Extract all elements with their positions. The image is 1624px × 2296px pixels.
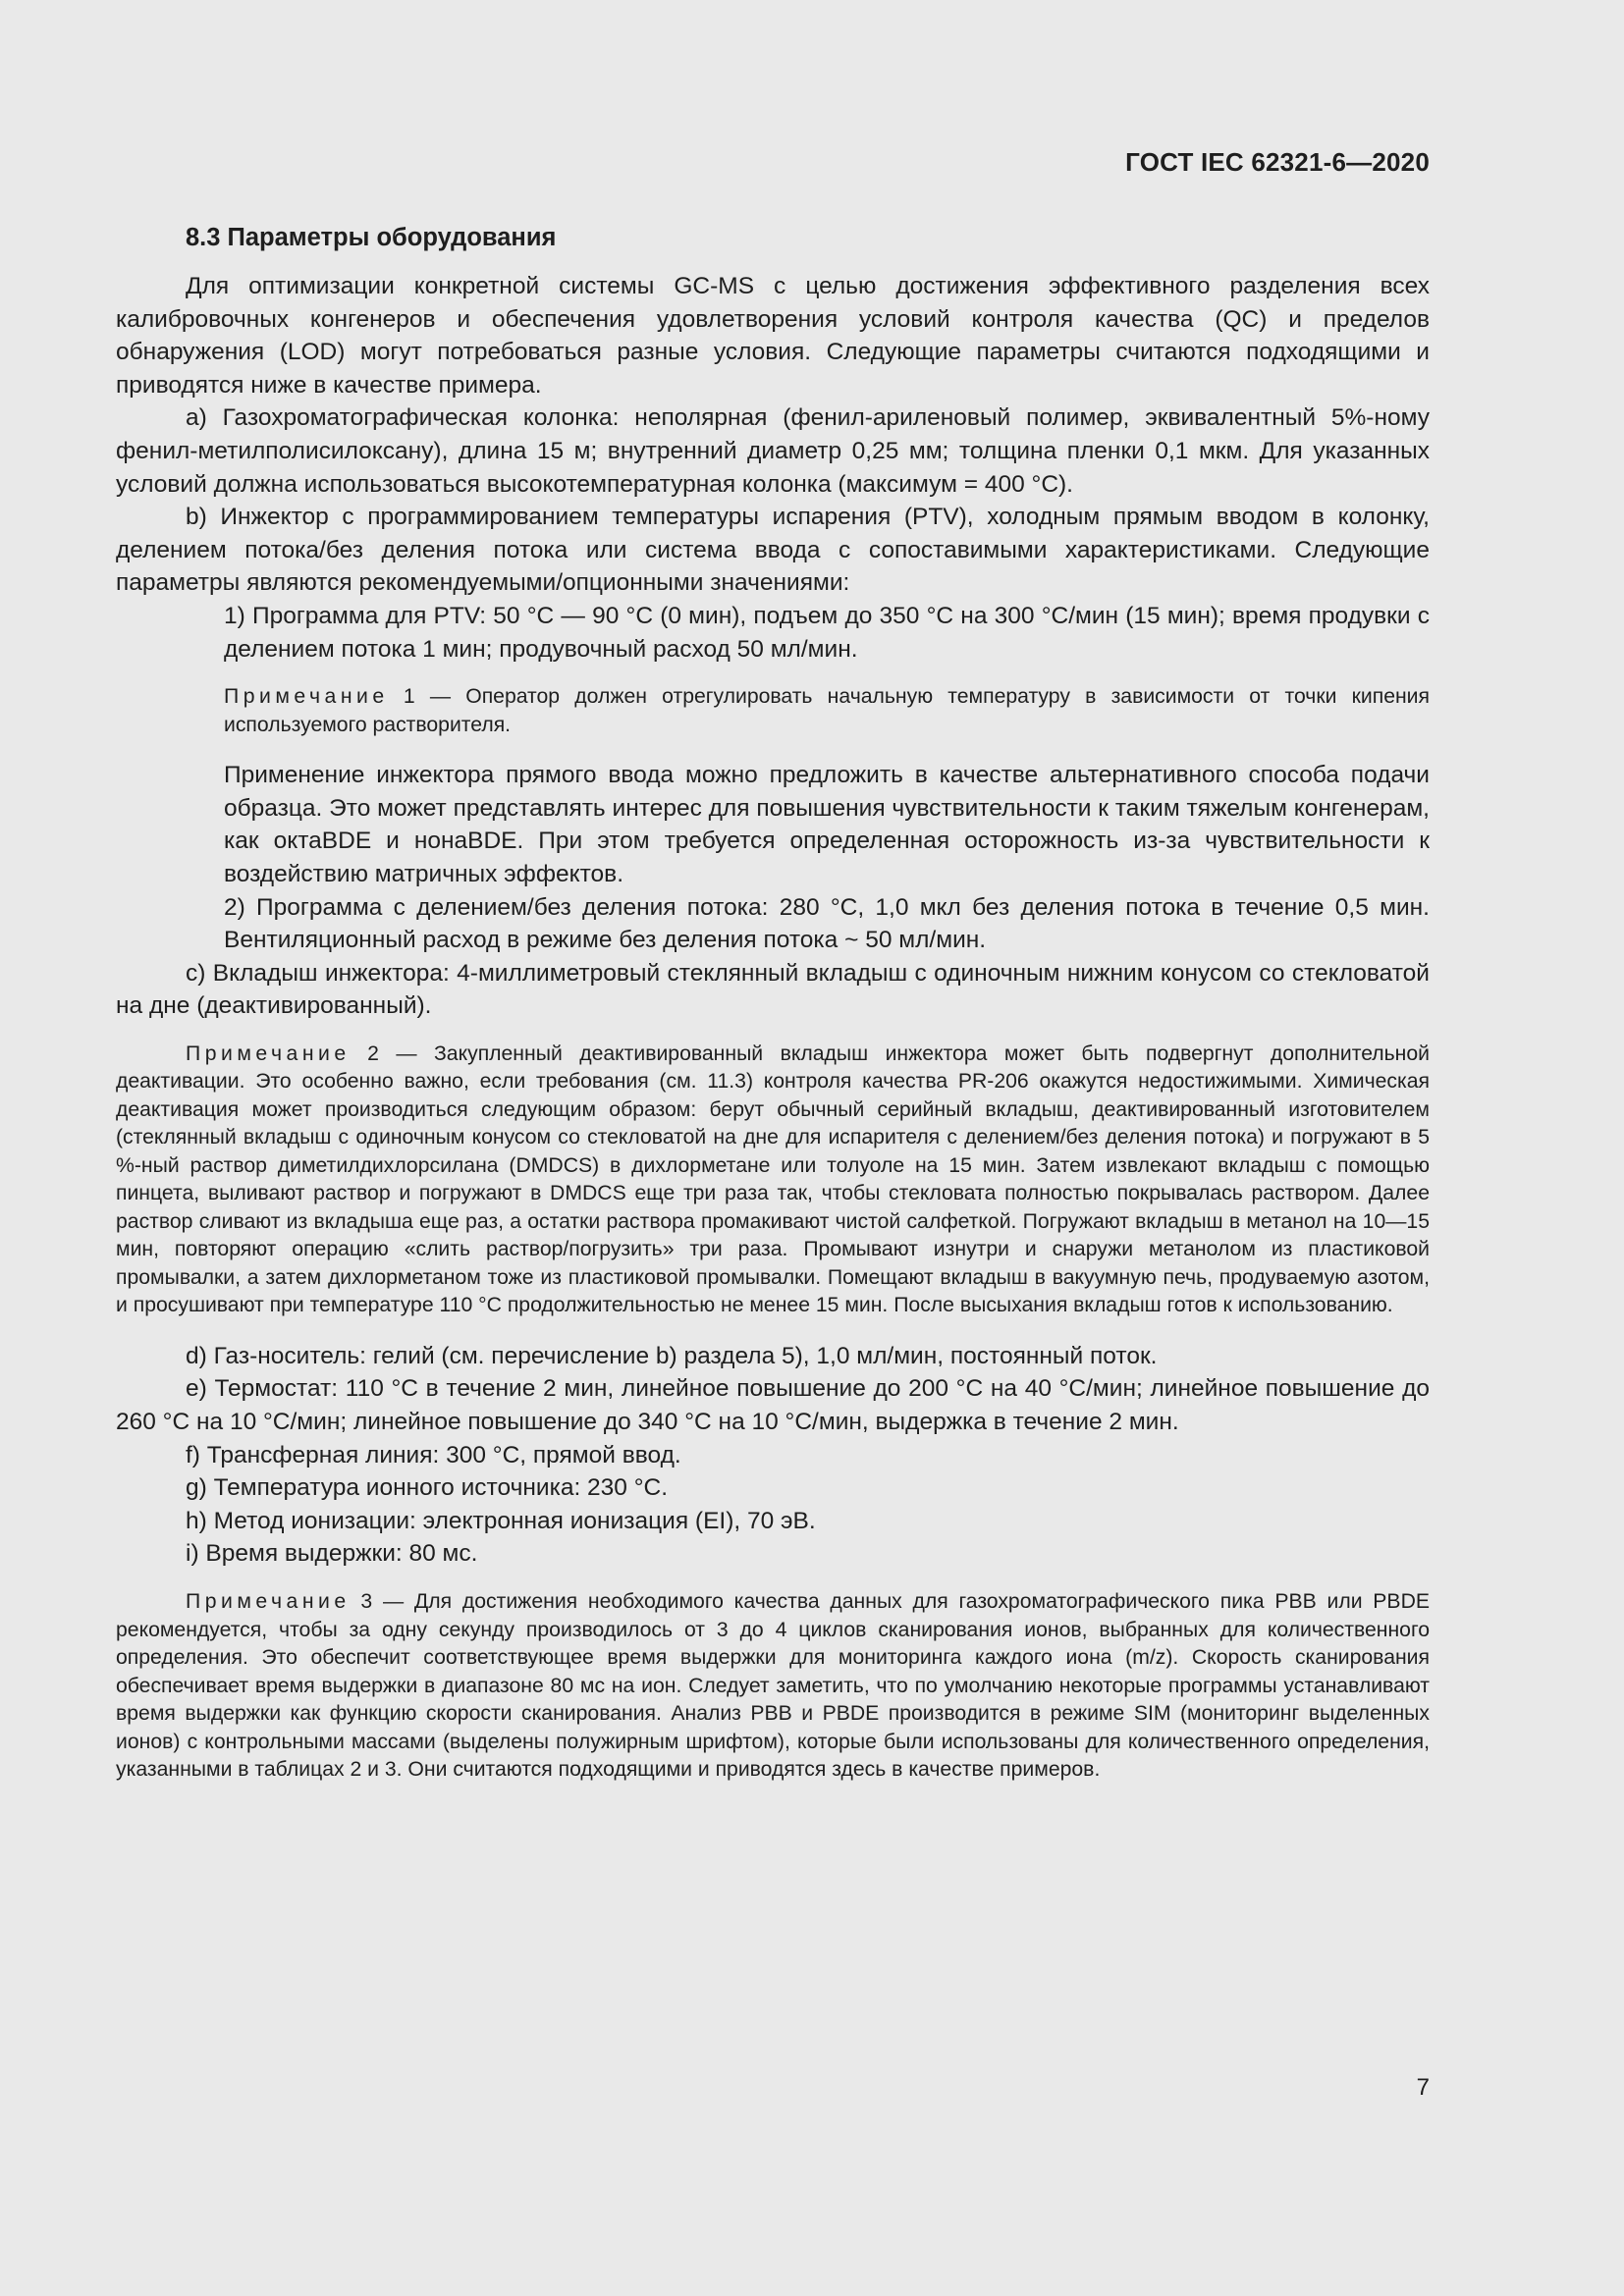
- document-header: ГОСТ IEC 62321-6—2020: [1125, 147, 1430, 177]
- intro-paragraph: Для оптимизации конкретной системы GC-MS с целью достижения эффективного разделения всех калибровочных конгенеров и обеспечения удовлетворения условий контроля качества (QC) и пределов обнаружения (LOD) могут потребоваться разные условия. Следующие параметры считаются подходящими и приводятся ниже в качестве примера.: [116, 273, 1430, 399]
- item-i-paragraph: i) Время выдержки: 80 мс.: [186, 1540, 478, 1568]
- section-title: 8.3 Параметры оборудования: [186, 224, 557, 251]
- item-b1-paragraph: 1) Программа для PTV: 50 °С — 90 °С (0 мин), подъем до 350 °С на 300 °С/мин (15 мин); время продувки с делением потока 1 мин; продувочный расход 50 мл/мин.: [224, 602, 1430, 663]
- note-2-text: 2 — Закупленный деактивированный вкладыш инжектора может быть подвергнут дополнительной деактивации. Это особенно важно, если требования (см. 11.3) контроля качества PR-206 окажутся недостижимыми. Химическая деактивация может производиться следующим образом: берут обычный серийный вкладыш, деактивированный изготовителем (стеклянный вкладыш с одиночным конусом со стекловатой на дне для испарителя с делением/без деления потока) и погружают в 5 %-ный раствор диметилдихлорсилана (DMDCS) в дихлорметане или толуоле на 15 мин. Затем извлекают вкладыш с помощью пинцета, выливают раствор и погружают в DMDCS еще три раза так, чтобы стекловата полностью покрывалась раствором. Далее раствор сливают из вкладыша еще раз, а остатки раствора промакивают чистой салфеткой. Погружают вкладыш в метанол на 10—15 мин, повторяют операцию «слить раствор/погрузить» три раза. Промывают изнутри и снаружи метанолом из пластиковой промывалки, а затем дихлорметаном тоже из пластиковой промывалки. Помещают вкладыш в вакуумную печь, продуваемую азотом, и просушивают при температуре 110 °С продолжительностью не менее 15 мин. После высыхания вкладыш готов к использованию.: [116, 1041, 1430, 1317]
- item-g-paragraph: g) Температура ионного источника: 230 °С.: [186, 1474, 669, 1502]
- item-b-paragraph: b) Инжектор с программированием температуры испарения (PTV), холодным прямым вводом в колонку, делением потока/без деления потока или система ввода с сопоставимыми характеристиками. Следующие параметры являются рекомендуемыми/опционными значениями:: [116, 504, 1430, 597]
- note-3-label: Примечание: [186, 1590, 351, 1614]
- note-1: [116, 683, 1430, 739]
- item-f-paragraph: f) Трансферная линия: 300 °С, прямой ввод.: [186, 1441, 681, 1468]
- direct-injector-paragraph: Применение инжектора прямого ввода можно предложить в качестве альтернативного способа подачи образца. Это может представлять интерес для повышения чувствительности к таким тяжелым конгенерам, как октаBDE и нонаBDE. При этом требуется определенная осторожность из-за чувствительности к воздействию матричных эффектов.: [224, 762, 1430, 887]
- page-number: 7: [1416, 2074, 1430, 2101]
- item-a-paragraph: а) Газохроматографическая колонка: неполярная (фенил-ариленовый полимер, эквивалентный 5%-ному фенил-метилполисилоксану), длина 15 м; внутренний диаметр 0,25 мм; толщина пленки 0,1 мкм. Для указанных условий должна использоваться высокотемпературная колонка (максимум = 400 °С).: [116, 404, 1430, 498]
- note-2: [116, 1041, 1430, 1320]
- document-body: [116, 224, 1430, 1804]
- item-c-paragraph: с) Вкладыш инжектора: 4-миллиметровый стеклянный вкладыш с одиночным нижним конусом со стекловатой на дне (деактивированный).: [116, 959, 1430, 1020]
- note-3: [116, 1588, 1430, 1785]
- note-3-text: 3 — Для достижения необходимого качества данных для газохроматографического пика PBB или PBDE рекомендуется, чтобы за одну секунду производилось от 3 до 4 циклов сканирования ионов, выбранных для количественного определения. Это обеспечит соответствующее время выдержки для мониторинга каждого иона (m/z). Скорость сканирования обеспечивает время выдержки в диапазоне 80 мс на ион. Следует заметить, что по умолчанию некоторые программы устанавливают время выдержки как функцию скорости сканирования. Анализ PBB и PBDE производится в режиме SIM (мониторинг выделенных ионов) с контрольными массами (выделены полужирным шрифтом), которые были использованы для количественного определения, указанными в таблицах 2 и 3. Они считаются подходящими и приводятся здесь в качестве примеров.: [116, 1590, 1430, 1782]
- item-h-paragraph: h) Метод ионизации: электронная ионизация (EI), 70 эВ.: [186, 1507, 816, 1534]
- item-e-paragraph: е) Термостат: 110 °С в течение 2 мин, линейное повышение до 200 °С на 40 °С/мин; линейное повышение до 260 °С на 10 °С/мин; линейное повышение до 340 °С на 10 °С/мин, выдержка в течение 2 мин.: [116, 1375, 1430, 1436]
- item-d-paragraph: d) Газ-носитель: гелий (см. перечисление b) раздела 5), 1,0 мл/мин, постоянный поток.: [186, 1342, 1158, 1369]
- item-b2-paragraph: 2) Программа с делением/без деления потока: 280 °С, 1,0 мкл без деления потока в течение 0,5 мин. Вентиляционный расход в режиме без деления потока ~ 50 мл/мин.: [224, 893, 1430, 954]
- note-2-label: Примечание: [186, 1041, 351, 1065]
- note-1-label: Примечание: [224, 685, 389, 709]
- note-1-text: 1 — Оператор должен отрегулировать начальную температуру в зависимости от точки кипения используемого растворителя.: [224, 685, 1430, 736]
